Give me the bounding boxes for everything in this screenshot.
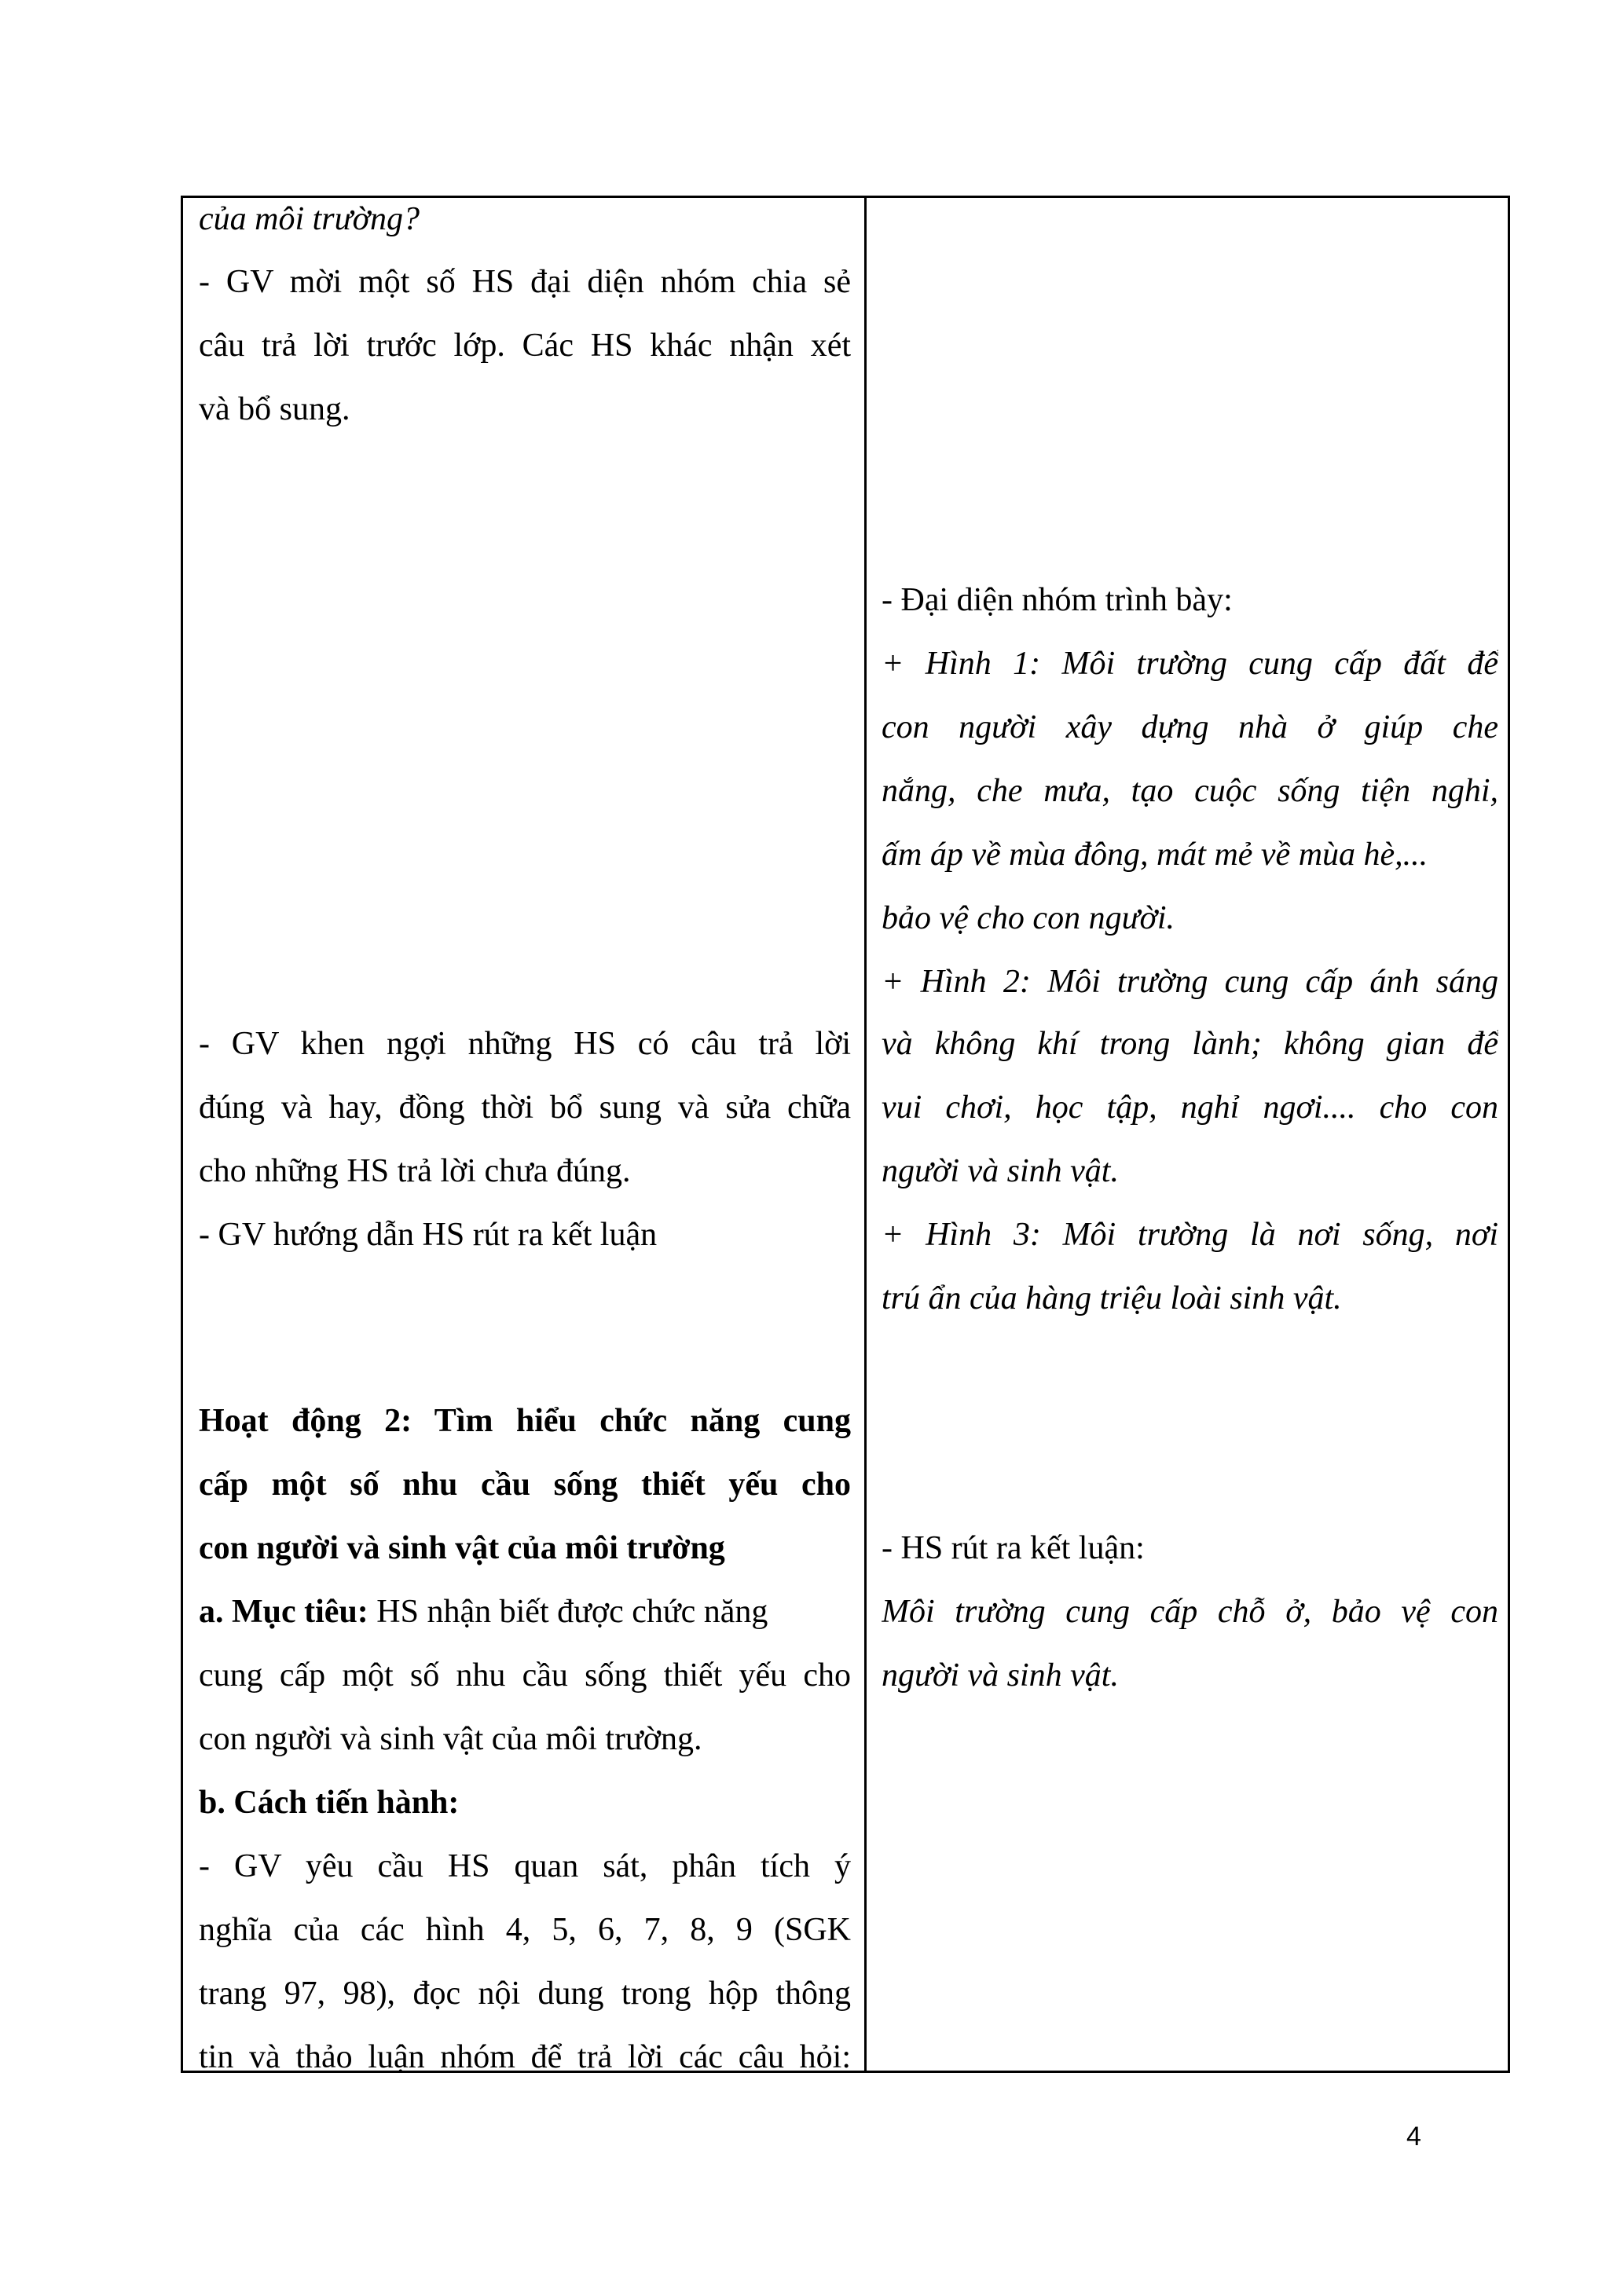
text-line: nắng, che mưa, tạo cuộc sống tiện nghi, (882, 773, 1498, 809)
objective-label: a. Mục tiêu: (199, 1594, 368, 1630)
text-line: nghĩa của các hình 4, 5, 6, 7, 8, 9 (SGK (199, 1912, 851, 1948)
text-line: bảo vệ cho con người. (882, 900, 1175, 936)
text-line: - Đại diện nhóm trình bày: (882, 582, 1233, 618)
text-line: + Hình 2: Môi trường cung cấp ánh sáng (882, 964, 1498, 1000)
text-line: cung cấp một số nhu cầu sống thiết yếu cho (199, 1657, 851, 1694)
teacher-activity-cell (199, 198, 851, 2075)
activity-heading: con người và sinh vật của môi trường (199, 1530, 725, 1566)
conclusion-text: người và sinh vật. (882, 1657, 1119, 1694)
text-line: - GV yêu cầu HS quan sát, phân tích ý (199, 1848, 851, 1884)
text-line: + Hình 3: Môi trường là nơi sống, nơi (882, 1217, 1498, 1253)
text-line: - GV hướng dẫn HS rút ra kết luận (199, 1217, 658, 1253)
objective-text: HS nhận biết được chức năng (368, 1594, 768, 1630)
text-line: trang 97, 98), đọc nội dung trong hộp thông (199, 1976, 851, 2012)
activity-heading: cấp một số nhu cầu sống thiết yếu cho (199, 1467, 851, 1503)
page-number: 4 (1406, 2122, 1421, 2151)
text-line: con người xây dựng nhà ở giúp che (882, 709, 1498, 745)
objective-line (199, 1591, 851, 1633)
text-line: câu trả lời trước lớp. Các HS khác nhận xét (199, 328, 851, 364)
text-line: người và sinh vật. (882, 1153, 1119, 1189)
text-line: ấm áp về mùa đông, mát mẻ về mùa hè,... (882, 837, 1428, 873)
text-line: và không khí trong lành; không gian để (882, 1026, 1498, 1062)
lesson-table (181, 196, 1510, 2073)
activity-heading: Hoạt động 2: Tìm hiểu chức năng cung (199, 1403, 851, 1439)
text-line: trú ẩn của hàng triệu loài sinh vật. (882, 1280, 1342, 1316)
procedure-label: b. Cách tiến hành: (199, 1785, 460, 1821)
text-line: - GV khen ngợi những HS có câu trả lời (199, 1026, 851, 1062)
text-line: + Hình 1: Môi trường cung cấp đất để (882, 646, 1498, 682)
text-line: vui chơi, học tập, nghỉ ngơi.... cho con (882, 1089, 1498, 1126)
text-line: con người và sinh vật của môi trường. (199, 1721, 702, 1757)
text-line: đúng và hay, đồng thời bổ sung và sửa chữa (199, 1089, 851, 1126)
column-divider (864, 198, 867, 2071)
text-line: - HS rút ra kết luận: (882, 1530, 1145, 1566)
text-line: - GV mời một số HS đại diện nhóm chia sẻ (199, 264, 851, 300)
text-line: cho những HS trả lời chưa đúng. (199, 1153, 631, 1189)
text-line: của môi trường? (199, 201, 420, 237)
text-line: và bổ sung. (199, 391, 350, 427)
conclusion-text: Môi trường cung cấp chỗ ở, bảo vệ con (882, 1594, 1498, 1630)
text-line: tin và thảo luận nhóm để trả lời các câu hỏi: (199, 2039, 851, 2075)
student-activity-cell (882, 198, 1498, 2071)
